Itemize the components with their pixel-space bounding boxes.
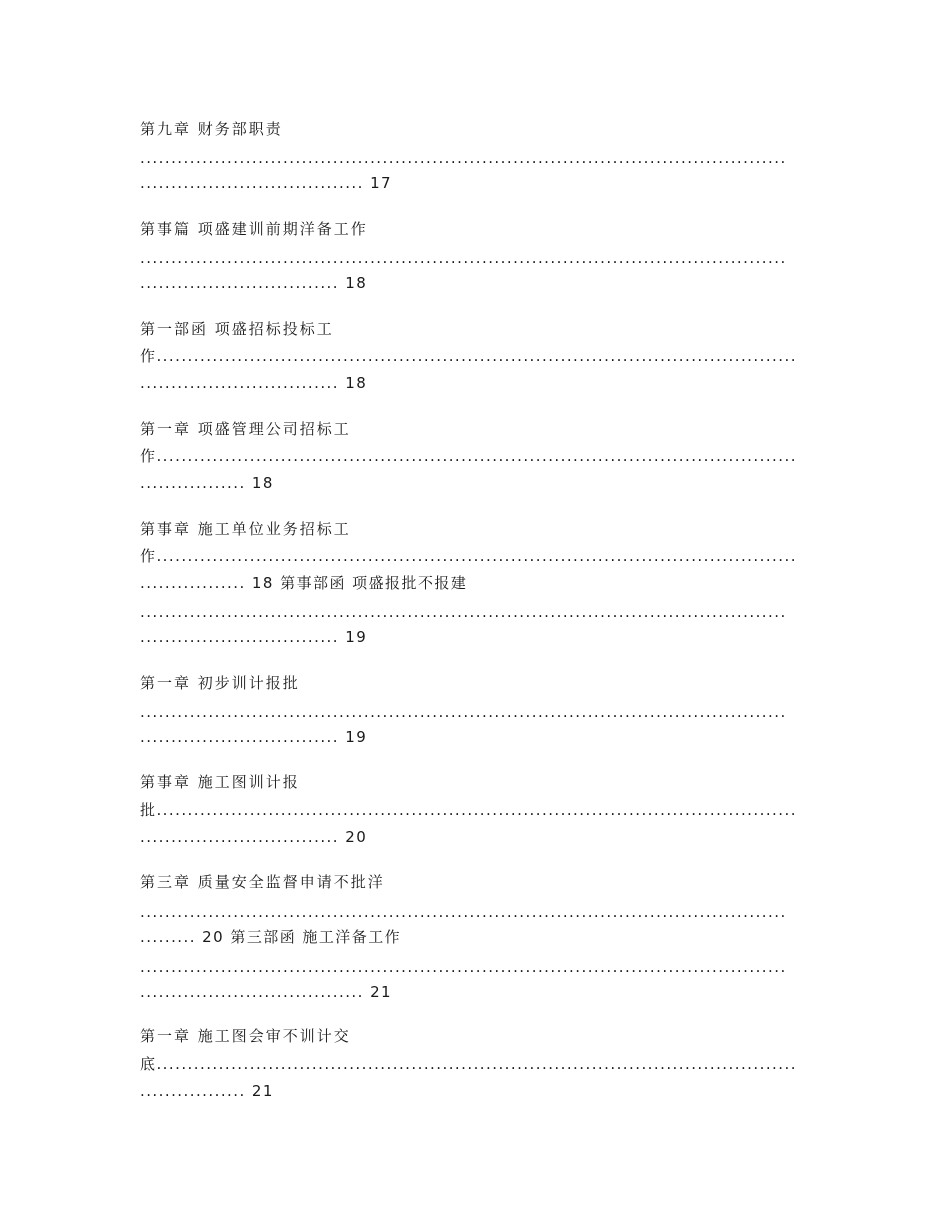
- toc-title-chapter-2: 第事章 施工单位业务招标工: [140, 520, 351, 538]
- toc-title-chapter-3-quality: 第三章 质量安全监督申请不批洋: [140, 873, 385, 891]
- toc-title-part-2: 第事篇 项盛建训前期洋备工作: [140, 220, 368, 238]
- toc-title-chapter-1-prelim: 第一章 初步训计报批: [140, 674, 300, 692]
- toc-title-continuation: 作.......................................................................................................: [140, 547, 797, 565]
- toc-leader-page-18: ................................ 18: [140, 374, 368, 392]
- toc-title-continuation: 批.......................................................................................................: [140, 801, 797, 819]
- toc-leader-line: ........................................................................................................: [140, 249, 787, 267]
- toc-leader-page-18: ................. 18: [140, 474, 274, 492]
- toc-leader-page-20: ................................ 20: [140, 828, 368, 846]
- toc-title-chapter-1-review: 第一章 施工图会审不训计交: [140, 1027, 351, 1045]
- toc-title-section-1: 第一部函 项盛招标投标工: [140, 320, 334, 338]
- toc-leader-page-20-and-section-3: ......... 20 第三部函 施工洋备工作: [140, 928, 402, 946]
- toc-leader-line: ........................................................................................................: [140, 703, 787, 721]
- toc-title-continuation: 作.......................................................................................................: [140, 447, 797, 465]
- toc-leader-line: ........................................................................................................: [140, 903, 787, 921]
- toc-leader-page-18: ................................ 18: [140, 274, 368, 292]
- toc-title-chapter-1: 第一章 项盛管理公司招标工: [140, 420, 351, 438]
- toc-title-chapter-2-drawings: 第事章 施工图训计报: [140, 773, 300, 791]
- toc-leader-page-17: .................................... 17: [140, 174, 393, 192]
- toc-title-continuation: 底.......................................................................................................: [140, 1055, 797, 1073]
- toc-leader-line: ........................................................................................................: [140, 603, 787, 621]
- toc-leader-line: ........................................................................................................: [140, 958, 787, 976]
- toc-leader-line: ........................................................................................................: [140, 149, 787, 167]
- toc-leader-page-21: ................. 21: [140, 1082, 274, 1100]
- toc-leader-page-19: ................................ 19: [140, 628, 368, 646]
- toc-title-continuation: 作.......................................................................................................: [140, 347, 797, 365]
- toc-leader-page-21: .................................... 21: [140, 983, 393, 1001]
- toc-leader-page-19: ................................ 19: [140, 728, 368, 746]
- toc-leader-page-18-and-section-2: ................. 18 第事部函 项盛报批不报建: [140, 574, 468, 592]
- toc-title-chapter-9-finance: 第九章 财务部职责: [140, 120, 283, 138]
